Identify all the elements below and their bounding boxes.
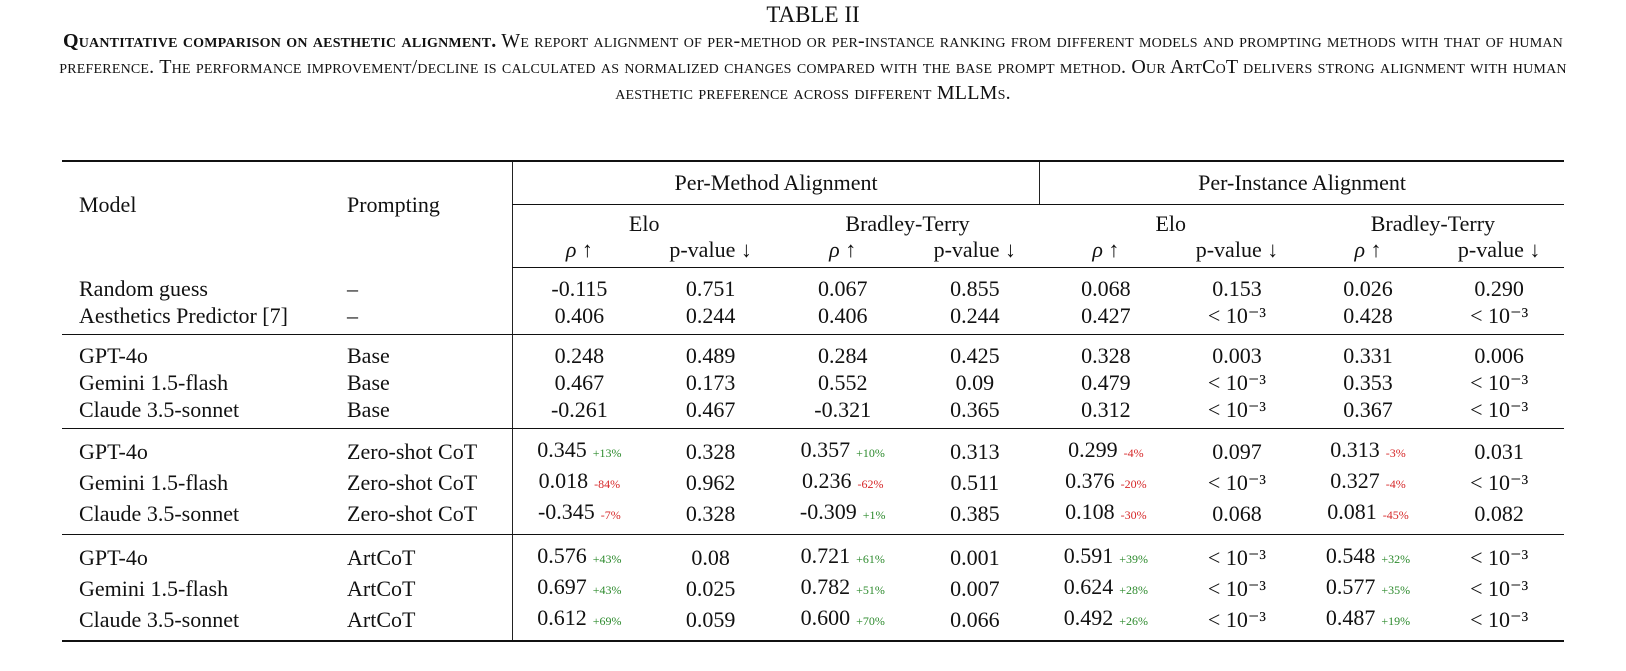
pvalue-cell [1434, 369, 1564, 396]
cell-value: < 10⁻³ [1470, 607, 1529, 632]
rho-cell [775, 498, 910, 535]
model-name: Claude 3.5-sonnet [62, 396, 347, 429]
pvalue-cell [910, 573, 1040, 604]
change-badge: +1% [862, 508, 886, 522]
cell-value: 0.313 [950, 439, 1000, 464]
cell-value: 0.548 [1325, 543, 1376, 568]
header-pvalue: p-value ↓ [910, 237, 1040, 268]
cell-value: 0.487 [1325, 605, 1376, 630]
pvalue-cell [646, 535, 776, 574]
model-name: GPT-4o [79, 439, 148, 464]
cell-value: 0.173 [685, 370, 736, 395]
change-badge: +19% [1381, 614, 1411, 628]
pvalue-cell [1172, 268, 1302, 303]
rho-cell [513, 604, 646, 641]
cell-value: 0.425 [950, 343, 1000, 368]
rho-cell [1302, 498, 1434, 535]
pvalue-cell [1172, 604, 1302, 641]
cell-value: 0.697 [537, 574, 587, 599]
prompting-method: Zero-shot CoT [347, 498, 513, 535]
cell-value: 0.552 [817, 370, 868, 395]
cell-value: 0.244 [950, 303, 1000, 328]
pvalue-cell [1434, 535, 1564, 574]
table-body [62, 268, 1564, 642]
rho-cell [513, 429, 646, 468]
rho-cell [1302, 573, 1434, 604]
rho-cell [1040, 302, 1172, 335]
change-badge: +39% [1119, 552, 1149, 566]
cell-value: 0.331 [1343, 343, 1393, 368]
cell-value: 0.327 [1330, 468, 1380, 493]
cell-value: 0.612 [537, 605, 587, 630]
table-row [62, 467, 1564, 498]
rho-cell [775, 335, 910, 370]
pvalue-cell [1434, 604, 1564, 641]
change-badge: -84% [594, 477, 621, 491]
rho-cell [513, 302, 646, 335]
cell-value: < 10⁻³ [1470, 576, 1529, 601]
header-model: Model [79, 191, 137, 217]
header-per-method: Per-Method Alignment [513, 161, 1040, 205]
cell-value: 0.081 [1327, 499, 1377, 524]
cell-value: 0.082 [1474, 501, 1524, 526]
cell-value: 0.376 [1065, 468, 1115, 493]
cell-value: 0.467 [554, 370, 605, 395]
prompting-method: – [347, 302, 513, 335]
model-name: Claude 3.5-sonnet [62, 604, 347, 641]
rho-cell [775, 302, 910, 335]
change-badge: +69% [592, 614, 622, 628]
cell-value: 0.353 [1343, 370, 1393, 395]
cell-value: < 10⁻³ [1207, 370, 1267, 395]
cell-value: 0.284 [817, 343, 868, 368]
cell-value: -0.321 [814, 397, 872, 422]
rho-cell [1302, 396, 1434, 429]
pvalue-cell [910, 302, 1040, 335]
cell-value: 0.025 [685, 576, 736, 601]
rho-cell [1040, 467, 1172, 498]
cell-value: < 10⁻³ [1470, 545, 1529, 570]
pvalue-cell [1172, 335, 1302, 370]
cell-value: 0.576 [537, 543, 587, 568]
table-label: TABLE II [766, 2, 860, 27]
cell-value: < 10⁻³ [1470, 370, 1529, 395]
model-name: Claude 3.5-sonnet [62, 498, 347, 535]
model-name: Gemini 1.5-flash [79, 370, 229, 395]
cell-value: 0.406 [817, 303, 868, 328]
cell-value: 0.328 [685, 439, 736, 464]
table-caption [43, 0, 1583, 106]
rho-cell [1040, 396, 1172, 429]
table-row [62, 429, 1564, 468]
rho-cell [513, 467, 646, 498]
header-rho: ρ ↑ [513, 237, 646, 268]
change-badge: -3% [1385, 446, 1406, 460]
rho-cell [1040, 335, 1172, 370]
rho-cell [775, 573, 910, 604]
cell-value: < 10⁻³ [1470, 397, 1529, 422]
cell-value: 0.068 [1081, 276, 1131, 301]
rho-cell [1040, 604, 1172, 641]
rho-cell [1302, 302, 1434, 335]
pvalue-cell [646, 335, 776, 370]
header-elo-instance: Elo [1155, 211, 1186, 236]
pvalue-cell [646, 369, 776, 396]
cell-value: 0.153 [1212, 276, 1262, 301]
cell-value: 0.059 [685, 607, 736, 632]
pvalue-cell [1434, 498, 1564, 535]
cell-value: -0.345 [537, 499, 595, 524]
cell-value: 0.031 [1474, 439, 1524, 464]
pvalue-cell [1434, 268, 1564, 303]
table-row [62, 535, 1564, 574]
change-badge: -4% [1123, 446, 1144, 460]
cell-value: 0.09 [955, 370, 995, 395]
pvalue-cell [646, 429, 776, 468]
pvalue-cell [910, 335, 1040, 370]
header-pvalue: p-value ↓ [646, 237, 776, 268]
header-bt-instance: Bradley-Terry [1370, 211, 1496, 236]
cell-value: 0.328 [1081, 343, 1131, 368]
rho-cell [775, 396, 910, 429]
pvalue-cell [1172, 498, 1302, 535]
prompting-method: Base [347, 396, 513, 429]
cell-value: 0.068 [1212, 501, 1262, 526]
model-name: GPT-4o [79, 545, 148, 570]
header-pvalue: p-value ↓ [1434, 237, 1564, 268]
cell-value: 0.003 [1212, 343, 1262, 368]
header-pvalue: p-value ↓ [1172, 237, 1302, 268]
rho-cell [1302, 369, 1434, 396]
cell-value: 0.365 [950, 397, 1000, 422]
cell-value: 0.489 [685, 343, 736, 368]
model-name: Gemini 1.5-flash [79, 470, 229, 495]
cell-value: < 10⁻³ [1470, 470, 1529, 495]
change-badge: +26% [1119, 614, 1149, 628]
cell-value: 0.467 [685, 397, 736, 422]
pvalue-cell [1172, 573, 1302, 604]
cell-value: 0.855 [950, 276, 1000, 301]
caption-bold-lead: Quantitative comparison on aesthetic alignment. [62, 30, 497, 52]
cell-value: -0.261 [550, 397, 608, 422]
rho-cell [1040, 498, 1172, 535]
pvalue-cell [910, 268, 1040, 303]
cell-value: 0.108 [1065, 499, 1115, 524]
rho-cell [1040, 369, 1172, 396]
cell-value: 0.299 [1068, 437, 1118, 462]
cell-value: 0.328 [685, 501, 736, 526]
prompting-method: ArtCoT [347, 604, 513, 641]
rho-cell [1302, 604, 1434, 641]
pvalue-cell [1172, 429, 1302, 468]
table-row [62, 302, 1564, 335]
prompting-method: ArtCoT [347, 576, 416, 601]
pvalue-cell [1434, 467, 1564, 498]
rho-cell [1302, 429, 1434, 468]
cell-value: 0.018 [538, 468, 589, 493]
prompting-method: Zero-shot CoT [347, 439, 478, 464]
cell-value: 0.290 [1474, 276, 1524, 301]
change-badge: -4% [1385, 477, 1406, 491]
table-row [62, 268, 1564, 303]
rho-cell [1040, 535, 1172, 574]
cell-value: 0.001 [950, 545, 1000, 570]
pvalue-cell [1434, 429, 1564, 468]
cell-value: 0.751 [685, 276, 736, 301]
cell-value: 0.08 [691, 545, 730, 570]
prompting-method: – [347, 275, 358, 301]
pvalue-cell [1172, 369, 1302, 396]
model-name: GPT-4o [79, 343, 148, 368]
cell-value: 0.385 [950, 501, 1000, 526]
table-row [62, 335, 1564, 370]
change-badge: +51% [856, 583, 885, 597]
cell-value: 0.097 [1212, 439, 1262, 464]
change-badge: -7% [600, 508, 621, 522]
cell-value: 0.428 [1343, 303, 1393, 328]
change-badge: +35% [1381, 583, 1411, 597]
cell-value: < 10⁻³ [1207, 303, 1267, 328]
cell-value: 0.066 [950, 607, 1000, 632]
rho-cell [513, 498, 646, 535]
rho-cell [1302, 467, 1434, 498]
table-row [62, 573, 1564, 604]
cell-value: 0.248 [554, 343, 605, 368]
pvalue-cell [1434, 302, 1564, 335]
cell-value: 0.067 [817, 276, 868, 301]
pvalue-cell [646, 498, 776, 535]
rho-cell [1040, 429, 1172, 468]
cell-value: < 10⁻³ [1207, 545, 1267, 570]
caption-text [43, 28, 1583, 106]
pvalue-cell [910, 498, 1040, 535]
header-rho: ρ ↑ [1040, 237, 1172, 268]
change-badge: -30% [1120, 508, 1147, 522]
rho-cell [775, 369, 910, 396]
cell-value: 0.427 [1081, 303, 1131, 328]
rho-cell [1302, 535, 1434, 574]
change-badge: -45% [1382, 508, 1409, 522]
cell-value: 0.345 [537, 437, 587, 462]
rho-cell [775, 535, 910, 574]
rho-cell [1302, 335, 1434, 370]
rho-cell [775, 429, 910, 468]
pvalue-cell [1172, 396, 1302, 429]
header-elo-method: Elo [513, 205, 776, 238]
rho-cell [775, 268, 910, 303]
cell-value: 0.962 [685, 470, 736, 495]
pvalue-cell [1434, 573, 1564, 604]
rho-cell [513, 268, 646, 303]
header-rho: ρ ↑ [1302, 237, 1434, 268]
cell-value: 0.624 [1063, 574, 1114, 599]
header-prompting: Prompting [347, 191, 440, 217]
change-badge: +61% [856, 552, 885, 566]
rho-cell [775, 604, 910, 641]
cell-value: 0.406 [554, 303, 605, 328]
cell-value: 0.312 [1081, 397, 1131, 422]
pvalue-cell [646, 396, 776, 429]
change-badge: +13% [592, 446, 622, 460]
pvalue-cell [910, 369, 1040, 396]
pvalue-cell [1434, 396, 1564, 429]
rho-cell [513, 369, 646, 396]
change-badge: +10% [856, 446, 885, 460]
cell-value: 0.721 [800, 543, 851, 568]
cell-value: 0.600 [800, 605, 851, 630]
pvalue-cell [910, 396, 1040, 429]
rho-cell [1040, 268, 1172, 303]
cell-value: 0.006 [1474, 343, 1524, 368]
cell-value: 0.782 [800, 574, 851, 599]
table-row [62, 396, 1564, 429]
cell-value: < 10⁻³ [1207, 576, 1267, 601]
cell-value: 0.357 [800, 437, 851, 462]
pvalue-cell [646, 467, 776, 498]
pvalue-cell [646, 268, 776, 303]
model-name: Aesthetics Predictor [7] [62, 302, 347, 335]
pvalue-cell [1434, 335, 1564, 370]
change-badge: +43% [592, 552, 622, 566]
cell-value: 0.479 [1081, 370, 1131, 395]
pvalue-cell [910, 604, 1040, 641]
rho-cell [513, 396, 646, 429]
prompting-method: Base [347, 370, 390, 395]
header-bt-method: Bradley-Terry [845, 211, 970, 236]
change-badge: +70% [856, 614, 885, 628]
cell-value: < 10⁻³ [1207, 470, 1267, 495]
table-row [62, 369, 1564, 396]
cell-value: 0.591 [1063, 543, 1114, 568]
table-row [62, 498, 1564, 535]
rho-cell [513, 335, 646, 370]
cell-value: 0.367 [1343, 397, 1393, 422]
change-badge: -62% [857, 477, 884, 491]
prompting-method: Zero-shot CoT [347, 470, 478, 495]
change-badge: -20% [1120, 477, 1147, 491]
cell-value: < 10⁻³ [1207, 397, 1267, 422]
prompting-method: ArtCoT [347, 545, 416, 570]
header-rho: ρ ↑ [775, 237, 910, 268]
cell-value: -0.115 [551, 276, 608, 301]
header-per-instance: Per-Instance Alignment [1040, 161, 1564, 205]
rho-cell [1302, 268, 1434, 303]
cell-value: 0.577 [1325, 574, 1376, 599]
caption-body: We report alignment of per-method or per-instance ranking from different models and prompting methods with that of human preference. The performance improvement/decline is calculated as normalized changes compared with the base prompt method. Our ArtCoT delivers strong alignment with human aesthetic preference across different MLLMs. [59, 30, 1567, 104]
pvalue-cell [1172, 535, 1302, 574]
cell-value: < 10⁻³ [1470, 303, 1529, 328]
cell-value: 0.007 [950, 576, 1000, 601]
rho-cell [775, 467, 910, 498]
cell-value: 0.313 [1330, 437, 1380, 462]
cell-value: 0.492 [1063, 605, 1114, 630]
pvalue-cell [910, 467, 1040, 498]
prompting-method: Base [347, 343, 390, 368]
pvalue-cell [1172, 302, 1302, 335]
change-badge: +43% [592, 583, 622, 597]
pvalue-cell [910, 535, 1040, 574]
pvalue-cell [646, 302, 776, 335]
results-table [62, 160, 1564, 642]
cell-value: 0.244 [685, 303, 736, 328]
rho-cell [513, 573, 646, 604]
cell-value: -0.309 [799, 499, 857, 524]
cell-value: < 10⁻³ [1207, 607, 1267, 632]
change-badge: +28% [1119, 583, 1149, 597]
change-badge: +32% [1381, 552, 1411, 566]
pvalue-cell [646, 604, 776, 641]
model-name: Gemini 1.5-flash [79, 576, 229, 601]
cell-value: 0.026 [1343, 276, 1393, 301]
pvalue-cell [910, 429, 1040, 468]
table-row [62, 604, 1564, 641]
pvalue-cell [646, 573, 776, 604]
cell-value: 0.511 [950, 470, 1000, 495]
pvalue-cell [1172, 467, 1302, 498]
cell-value: 0.236 [801, 468, 852, 493]
model-name: Random guess [79, 275, 208, 301]
rho-cell [513, 535, 646, 574]
rho-cell [1040, 573, 1172, 604]
